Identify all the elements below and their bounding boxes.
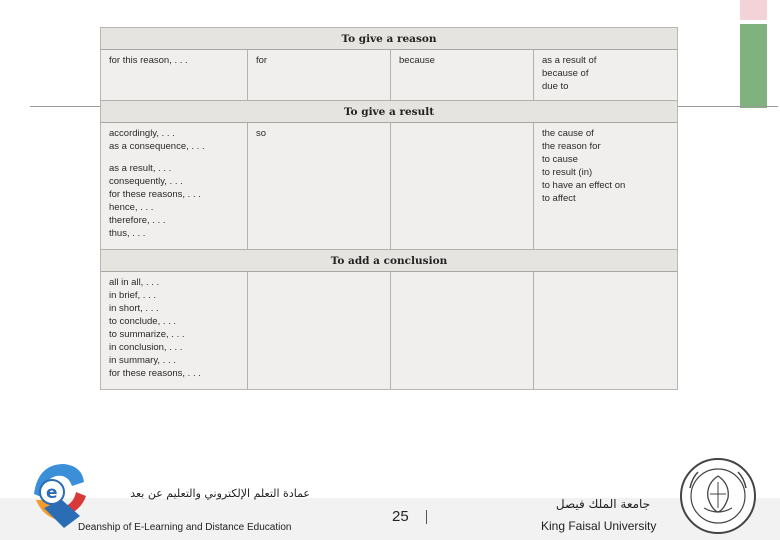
svg-text:e: e: [46, 483, 58, 503]
section-header-result: To give a result: [101, 101, 677, 123]
phrase-item: consequently, . . .: [109, 176, 183, 187]
page-number: 25: [392, 508, 409, 525]
section-reason: [101, 28, 677, 101]
conclusion-col-2: [248, 272, 391, 389]
phrase-item: for this reason, . . .: [109, 55, 188, 66]
phrase-item: in summary, . . .: [109, 355, 176, 366]
phrase-item: to have an effect on: [542, 180, 626, 191]
phrase-item: hence, . . .: [109, 202, 154, 213]
result-col-3: [391, 123, 534, 249]
phrase-item: in brief, . . .: [109, 290, 156, 301]
accent-block-pink: [740, 0, 767, 20]
phrase-item: as a result of: [542, 55, 597, 66]
phrase-item: in short, . . .: [109, 303, 159, 314]
phrase-item: so: [256, 128, 267, 139]
deanship-name-arabic: عمادة التعلم الإلكتروني والتعليم عن بعد: [130, 487, 310, 500]
phrase-item: due to: [542, 81, 569, 92]
conclusion-col-3: [391, 272, 534, 389]
phrase-item: the reason for: [542, 141, 601, 152]
conclusion-col-4: [534, 272, 677, 389]
phrase-item: all in all, . . .: [109, 277, 160, 288]
phrase-item: for: [256, 55, 268, 66]
divider-left: [30, 106, 100, 107]
result-col-2: [248, 123, 391, 249]
page-number-separator: [426, 510, 427, 524]
phrase-item: in conclusion, . . .: [109, 342, 183, 353]
section-result: [101, 101, 677, 250]
phrase-item: because: [399, 55, 435, 66]
phrase-item: to result (in): [542, 167, 593, 178]
reason-col-2: [248, 50, 391, 100]
deanship-name-english: Deanship of E-Learning and Distance Education: [78, 522, 292, 533]
phrase-item: therefore, . . .: [109, 215, 166, 226]
phrase-item: for these reasons, . . .: [109, 368, 201, 379]
phrase-item: for these reasons, . . .: [109, 189, 201, 200]
phrase-item: to affect: [542, 193, 576, 204]
reason-col-1: [101, 50, 248, 100]
result-col-4: [534, 123, 677, 249]
result-col-1: [101, 123, 248, 249]
phrase-item: as a result, . . .: [109, 163, 172, 174]
elearning-logo-icon: [24, 456, 90, 532]
section-header-reason: To give a reason: [101, 28, 677, 50]
university-name-arabic: جامعة الملك فيصل: [555, 497, 651, 511]
phrase-item: as a consequence, . . .: [109, 141, 205, 152]
phrase-item: accordingly, . . .: [109, 128, 175, 139]
university-seal-icon: [678, 456, 758, 536]
reason-col-4: [534, 50, 677, 100]
phrase-item: because of: [542, 68, 589, 79]
section-conclusion: [101, 250, 677, 389]
reason-col-3: [391, 50, 534, 100]
phrase-table: [100, 27, 678, 390]
phrase-item: to summarize, . . .: [109, 329, 185, 340]
phrase-item: to conclude, . . .: [109, 316, 177, 327]
section-header-conclusion: To add a conclusion: [101, 250, 677, 272]
phrase-item: the cause of: [542, 128, 594, 139]
university-name-english: King Faisal University: [541, 519, 657, 533]
divider-right: [678, 106, 778, 107]
phrase-item: thus, . . .: [109, 228, 146, 239]
conclusion-col-1: [101, 272, 248, 389]
accent-block-green: [740, 24, 767, 108]
phrase-item: to cause: [542, 154, 578, 165]
